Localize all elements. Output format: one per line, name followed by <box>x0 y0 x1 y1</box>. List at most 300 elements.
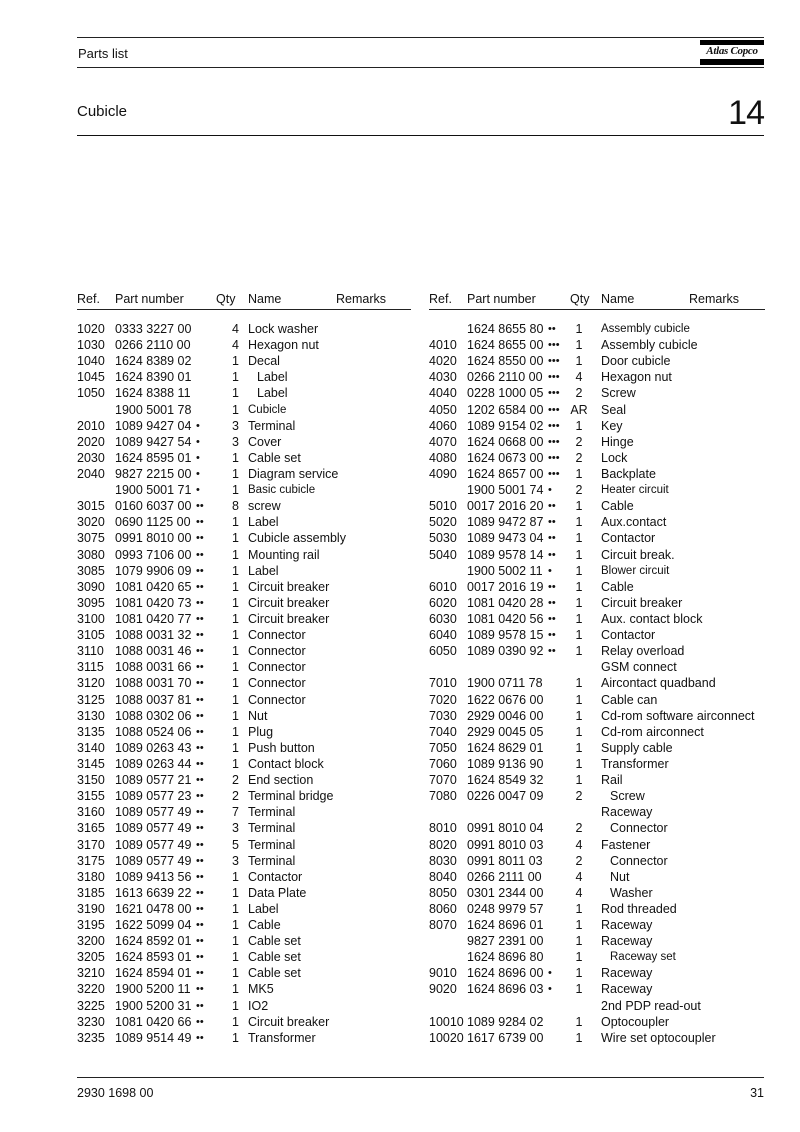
name-cell: Label <box>257 370 288 385</box>
name-cell: Diagram service <box>248 466 339 481</box>
part-number-cell: 1089 0263 43 <box>115 740 192 755</box>
ref-cell: 4060 <box>429 418 457 433</box>
qty-cell: 3 <box>232 434 239 449</box>
level-marker: •• <box>196 709 204 722</box>
qty-cell: 1 <box>575 338 583 353</box>
level-marker: ••• <box>548 435 560 448</box>
name-cell: Transformer <box>601 756 669 771</box>
ref-cell: 10010 <box>429 1014 464 1029</box>
ref-cell: 3145 <box>77 756 105 771</box>
table-row <box>429 998 765 1014</box>
qty-cell: 2 <box>232 789 239 804</box>
level-marker: •• <box>548 548 556 561</box>
name-cell: Cable set <box>248 950 301 965</box>
name-cell: Circuit breaker <box>248 611 330 626</box>
table-row <box>429 611 765 627</box>
ref-cell: 3205 <box>77 950 105 965</box>
name-cell: MK5 <box>248 982 274 997</box>
level-marker: • <box>196 467 200 480</box>
ref-cell: 3195 <box>77 918 105 933</box>
header-part-number: Part number <box>115 292 184 306</box>
qty-cell: 1 <box>575 611 583 626</box>
level-marker: •• <box>548 645 556 658</box>
ref-cell: 8050 <box>429 885 457 900</box>
qty-cell: 1 <box>575 773 583 788</box>
ref-cell: 3225 <box>77 998 105 1013</box>
qty-cell: 1 <box>232 1030 239 1045</box>
name-cell: Label <box>248 515 279 530</box>
qty-cell: 4 <box>575 370 583 385</box>
name-cell: Hexagon nut <box>601 370 672 385</box>
part-number-cell: 0226 0047 09 <box>467 789 544 804</box>
table-row <box>429 708 765 724</box>
table-row <box>429 804 765 820</box>
name-cell: Hinge <box>601 434 634 449</box>
level-marker: • <box>196 435 200 448</box>
part-number-cell: 0160 6037 00 <box>115 499 192 514</box>
ref-cell: 7050 <box>429 740 457 755</box>
table-row <box>429 530 765 546</box>
part-number-cell: 1079 9906 09 <box>115 563 192 578</box>
ref-cell: 8040 <box>429 869 457 884</box>
part-number-cell: 1088 0031 66 <box>115 660 192 675</box>
qty-cell: 1 <box>575 547 583 562</box>
part-number-cell: 1624 8657 00 <box>467 466 544 481</box>
qty-cell: 2 <box>575 450 583 465</box>
name-cell: Connector <box>248 644 306 659</box>
qty-cell: 1 <box>232 579 239 594</box>
level-marker: • <box>548 484 552 497</box>
ref-cell: 3155 <box>77 789 105 804</box>
part-number-cell: 1624 8549 32 <box>467 773 544 788</box>
name-cell: Washer <box>610 885 653 900</box>
table-row <box>429 917 765 933</box>
table-row <box>77 772 411 788</box>
name-cell: Optocoupler <box>601 1014 670 1029</box>
table-row <box>77 402 411 418</box>
qty-cell: 1 <box>575 740 583 755</box>
qty-cell: 1 <box>575 563 583 578</box>
ref-cell: 1045 <box>77 370 105 385</box>
part-number-cell: 1624 8696 80 <box>467 950 544 965</box>
level-marker: •• <box>196 580 204 593</box>
table-row <box>429 466 765 482</box>
table-row <box>77 804 411 820</box>
qty-cell: 1 <box>232 354 239 369</box>
part-number-cell: 1089 9427 54 <box>115 434 192 449</box>
part-number-cell: 1624 8696 00 <box>467 966 544 981</box>
table-row <box>429 949 765 965</box>
part-number-cell: 1900 5001 78 <box>115 402 192 417</box>
qty-cell: 1 <box>575 934 583 949</box>
level-marker: ••• <box>548 451 560 464</box>
table-header <box>429 291 765 310</box>
level-marker: •• <box>548 629 556 642</box>
part-number-cell: 1081 0420 56 <box>467 611 544 626</box>
table-row <box>77 514 411 530</box>
part-number-cell: 1089 9472 87 <box>467 515 544 530</box>
ref-cell: 1050 <box>77 386 105 401</box>
qty-cell: 1 <box>232 595 239 610</box>
table-row <box>77 692 411 708</box>
table-row <box>77 788 411 804</box>
part-number-cell: 1624 8655 00 <box>467 338 544 353</box>
qty-cell: 1 <box>232 934 239 949</box>
table-row <box>77 498 411 514</box>
header-name: Name <box>248 292 282 306</box>
part-number-cell: 1900 5001 71 <box>115 483 192 498</box>
name-cell: Contactor <box>601 628 656 643</box>
qty-cell: 1 <box>232 901 239 916</box>
part-number-cell: 1089 9578 15 <box>467 628 544 643</box>
logo-bar-bottom <box>700 59 764 65</box>
ref-cell: 8070 <box>429 918 457 933</box>
table-row <box>77 675 411 691</box>
level-marker: ••• <box>548 419 560 432</box>
table-body-left <box>77 321 411 1046</box>
qty-cell: 2 <box>575 386 583 401</box>
ref-cell: 3080 <box>77 547 105 562</box>
ref-cell: 7040 <box>429 724 457 739</box>
name-cell: 2nd PDP read-out <box>601 998 701 1013</box>
name-cell: Cubicle assembly <box>248 531 346 546</box>
part-number-cell: 1089 9413 56 <box>115 869 192 884</box>
part-number-cell: 0991 8011 03 <box>467 853 543 868</box>
qty-cell: 1 <box>575 579 583 594</box>
level-marker: •• <box>196 500 204 513</box>
level-marker: •• <box>548 500 556 513</box>
ref-cell: 3165 <box>77 821 105 836</box>
name-cell: Door cubicle <box>601 354 671 369</box>
name-cell: Assembly cubicle <box>601 323 690 335</box>
qty-cell: 1 <box>575 918 583 933</box>
level-marker: •• <box>196 822 204 835</box>
ref-cell: 3015 <box>77 499 105 514</box>
name-cell: Cable can <box>601 692 658 707</box>
table-row <box>429 885 765 901</box>
level-marker: •• <box>196 967 204 980</box>
part-number-cell: 1089 0577 23 <box>115 789 192 804</box>
name-cell: Fastener <box>601 837 651 852</box>
table-row <box>77 949 411 965</box>
ref-cell: 3100 <box>77 611 105 626</box>
name-cell: Lock washer <box>248 322 319 336</box>
part-number-cell: 1621 0478 00 <box>115 901 192 916</box>
qty-cell: 3 <box>232 821 239 836</box>
document-number: 2930 1698 00 <box>77 1086 154 1100</box>
level-marker: •• <box>548 596 556 609</box>
qty-cell: 2 <box>575 789 583 804</box>
table-row <box>429 627 765 643</box>
part-number-cell: 1613 6639 22 <box>115 885 192 900</box>
name-cell: Contactor <box>601 531 656 546</box>
level-marker: •• <box>196 854 204 867</box>
part-number-cell: 1622 0676 00 <box>467 692 544 707</box>
ref-cell: 4080 <box>429 450 457 465</box>
ref-cell: 5030 <box>429 531 457 546</box>
part-number-cell: 0228 1000 05 <box>467 386 544 401</box>
name-cell: Terminal <box>248 418 296 433</box>
table-row <box>77 933 411 949</box>
name-cell: Screw <box>601 386 636 401</box>
part-number-cell: 1088 0302 06 <box>115 708 192 723</box>
table-row <box>77 998 411 1014</box>
name-cell: Seal <box>601 402 627 417</box>
name-cell: Contact block <box>248 756 324 771</box>
qty-cell: 2 <box>575 821 583 836</box>
part-number-cell: 1088 0031 46 <box>115 644 192 659</box>
name-cell: Label <box>248 901 279 916</box>
table-row <box>77 466 411 482</box>
ref-cell: 7030 <box>429 708 457 723</box>
ref-cell: 4030 <box>429 370 457 385</box>
level-marker: •• <box>196 886 204 899</box>
ref-cell: 8010 <box>429 821 457 836</box>
part-number-cell: 0993 7106 00 <box>115 547 192 562</box>
part-number-cell: 1081 0420 73 <box>115 595 192 610</box>
ref-cell: 3210 <box>77 966 105 981</box>
ref-cell: 4040 <box>429 386 457 401</box>
table-row <box>429 514 765 530</box>
part-number-cell: 1089 9284 02 <box>467 1014 544 1029</box>
ref-cell: 3125 <box>77 692 105 707</box>
table-row <box>429 965 765 981</box>
name-cell: Rod threaded <box>601 901 677 916</box>
qty-cell: 1 <box>232 547 239 562</box>
part-number-cell: 1089 9473 04 <box>467 531 544 546</box>
qty-cell: 1 <box>575 692 583 707</box>
header-remarks: Remarks <box>689 292 740 306</box>
table-row <box>77 917 411 933</box>
ref-cell: 8020 <box>429 837 457 852</box>
name-cell: Cd-rom software airconnect <box>601 708 755 723</box>
level-marker: •• <box>548 532 556 545</box>
part-number-cell: 1089 9136 90 <box>467 756 544 771</box>
level-marker: •• <box>196 725 204 738</box>
name-cell: Connector <box>248 628 306 643</box>
table-row <box>429 933 765 949</box>
qty-cell: 1 <box>232 740 239 755</box>
level-marker: •• <box>196 645 204 658</box>
qty-cell: 5 <box>232 837 239 852</box>
qty-cell: 1 <box>232 724 239 739</box>
part-number-cell: 1089 0577 49 <box>115 805 192 820</box>
ref-cell: 3175 <box>77 853 105 868</box>
name-cell: Terminal <box>248 805 296 820</box>
part-number-cell: 1900 5200 11 <box>115 982 191 997</box>
ref-cell: 5010 <box>429 499 457 514</box>
qty-cell: 1 <box>232 450 239 465</box>
name-cell: Nut <box>248 708 268 723</box>
name-cell: Screw <box>610 789 645 804</box>
qty-cell: 1 <box>575 515 583 530</box>
part-number-cell: 0991 8010 03 <box>467 837 544 852</box>
level-marker: • <box>196 451 200 464</box>
ref-cell: 3170 <box>77 837 105 852</box>
qty-cell: 3 <box>232 418 239 433</box>
qty-cell: 1 <box>232 966 239 981</box>
level-marker: • <box>196 484 200 497</box>
part-number-cell: 0333 3227 00 <box>115 322 192 336</box>
qty-cell: 4 <box>575 869 583 884</box>
table-row <box>429 418 765 434</box>
table-row <box>429 981 765 997</box>
level-marker: •• <box>196 1031 204 1044</box>
ref-cell: 1030 <box>77 338 105 353</box>
level-marker: ••• <box>548 403 560 416</box>
name-cell: Raceway <box>601 982 653 997</box>
part-number-cell: 1624 8389 02 <box>115 354 192 369</box>
qty-cell: 1 <box>232 692 239 707</box>
table-row <box>429 1030 765 1046</box>
part-number-cell: 0266 2110 00 <box>115 338 191 353</box>
name-cell: Nut <box>610 869 630 884</box>
ref-cell: 9020 <box>429 982 457 997</box>
parts-table-left <box>77 291 411 1046</box>
table-row <box>77 708 411 724</box>
ref-cell: 3200 <box>77 934 105 949</box>
table-row <box>77 369 411 385</box>
ref-cell: 2020 <box>77 434 105 449</box>
part-number-cell: 1900 5200 31 <box>115 998 192 1013</box>
qty-cell: 1 <box>575 466 583 481</box>
table-row <box>77 901 411 917</box>
qty-cell: 1 <box>232 628 239 643</box>
level-marker: •• <box>196 677 204 690</box>
ref-cell: 7020 <box>429 692 457 707</box>
table-row <box>429 837 765 853</box>
ref-cell: 1020 <box>77 322 105 336</box>
ref-cell: 6010 <box>429 579 457 594</box>
part-number-cell: 1624 8629 01 <box>467 740 544 755</box>
ref-cell: 10020 <box>429 1030 464 1045</box>
ref-cell: 3220 <box>77 982 105 997</box>
table-row <box>77 627 411 643</box>
part-number-cell: 1900 5001 74 <box>467 483 544 498</box>
level-marker: •• <box>196 983 204 996</box>
part-number-cell: 1624 8390 01 <box>115 370 192 385</box>
level-marker: •• <box>196 1015 204 1028</box>
qty-cell: 1 <box>232 676 239 691</box>
name-cell: Key <box>601 418 623 433</box>
table-row <box>429 579 765 595</box>
name-cell: Hexagon nut <box>248 338 319 353</box>
table-row <box>429 853 765 869</box>
name-cell: Circuit breaker <box>248 595 330 610</box>
name-cell: Connector <box>610 821 668 836</box>
table-row <box>77 643 411 659</box>
level-marker: •• <box>196 741 204 754</box>
qty-cell: 1 <box>232 515 239 530</box>
ref-cell: 7070 <box>429 773 457 788</box>
table-row <box>429 482 765 498</box>
name-cell: Cable set <box>248 966 301 981</box>
ref-cell: 6030 <box>429 611 457 626</box>
table-row <box>77 450 411 466</box>
name-cell: Aux. contact block <box>601 611 703 626</box>
part-number-cell: 0017 2016 19 <box>467 579 544 594</box>
table-row <box>77 611 411 627</box>
table-row <box>77 482 411 498</box>
part-number-cell: 1089 0263 44 <box>115 756 192 771</box>
part-number-cell: 1089 9514 49 <box>115 1030 192 1045</box>
table-row <box>429 675 765 691</box>
qty-cell: 1 <box>575 950 583 965</box>
name-cell: Cd-rom airconnect <box>601 724 704 739</box>
qty-cell: 4 <box>232 322 239 336</box>
qty-cell: 2 <box>575 434 583 449</box>
qty-cell: 1 <box>232 756 239 771</box>
level-marker: • <box>548 967 552 980</box>
ref-cell: 4010 <box>429 338 457 353</box>
level-marker: •• <box>196 951 204 964</box>
part-number-cell: 1081 0420 66 <box>115 1014 192 1029</box>
level-marker: ••• <box>548 371 560 384</box>
name-cell: Lock <box>601 450 628 465</box>
ref-cell: 3230 <box>77 1014 105 1029</box>
part-number-cell: 1081 0420 28 <box>467 595 544 610</box>
table-row <box>77 724 411 740</box>
part-number-cell: 1089 9427 04 <box>115 418 192 433</box>
part-number-cell: 1624 8592 01 <box>115 934 192 949</box>
qty-cell: 1 <box>232 402 239 417</box>
level-marker: •• <box>196 596 204 609</box>
level-marker: •• <box>196 661 204 674</box>
ref-cell: 6040 <box>429 628 457 643</box>
qty-cell: 1 <box>232 660 239 675</box>
ref-cell: 3110 <box>77 644 104 659</box>
ref-cell: 2040 <box>77 466 105 481</box>
qty-cell: 1 <box>232 998 239 1013</box>
part-number-cell: 1088 0031 32 <box>115 628 192 643</box>
name-cell: Wire set optocoupler <box>601 1030 716 1045</box>
name-cell: Connector <box>248 660 306 675</box>
qty-cell: 1 <box>575 354 583 369</box>
qty-cell: 1 <box>575 499 583 514</box>
name-cell: Cable <box>601 499 634 514</box>
ref-cell: 3020 <box>77 515 105 530</box>
qty-cell: 1 <box>232 386 239 401</box>
qty-cell: 1 <box>575 982 583 997</box>
table-row <box>77 885 411 901</box>
name-cell: screw <box>248 499 281 514</box>
logo-wordmark: Atlas Copco <box>706 45 758 57</box>
qty-cell: 1 <box>575 901 583 916</box>
name-cell: Cover <box>248 434 282 449</box>
table-row <box>429 692 765 708</box>
table-row <box>77 547 411 563</box>
part-number-cell: 1624 8696 03 <box>467 982 544 997</box>
header-ref: Ref. <box>429 292 452 306</box>
name-cell: Basic cubicle <box>248 484 316 497</box>
name-cell: Aircontact quadband <box>601 676 716 691</box>
qty-cell: 1 <box>232 611 239 626</box>
ref-cell: 3180 <box>77 869 105 884</box>
table-row <box>429 724 765 740</box>
name-cell: Backplate <box>601 466 656 481</box>
level-marker: •• <box>196 548 204 561</box>
part-number-cell: 1088 0037 81 <box>115 692 192 707</box>
name-cell: Push button <box>248 740 315 755</box>
name-cell: Blower circuit <box>601 564 670 577</box>
table-row <box>77 418 411 434</box>
part-number-cell: 1617 6739 00 <box>467 1030 544 1045</box>
ref-cell: 3085 <box>77 563 105 578</box>
part-number-cell: 1081 0420 77 <box>115 611 192 626</box>
table-row <box>429 369 765 385</box>
table-row <box>77 837 411 853</box>
ref-cell: 6050 <box>429 644 457 659</box>
